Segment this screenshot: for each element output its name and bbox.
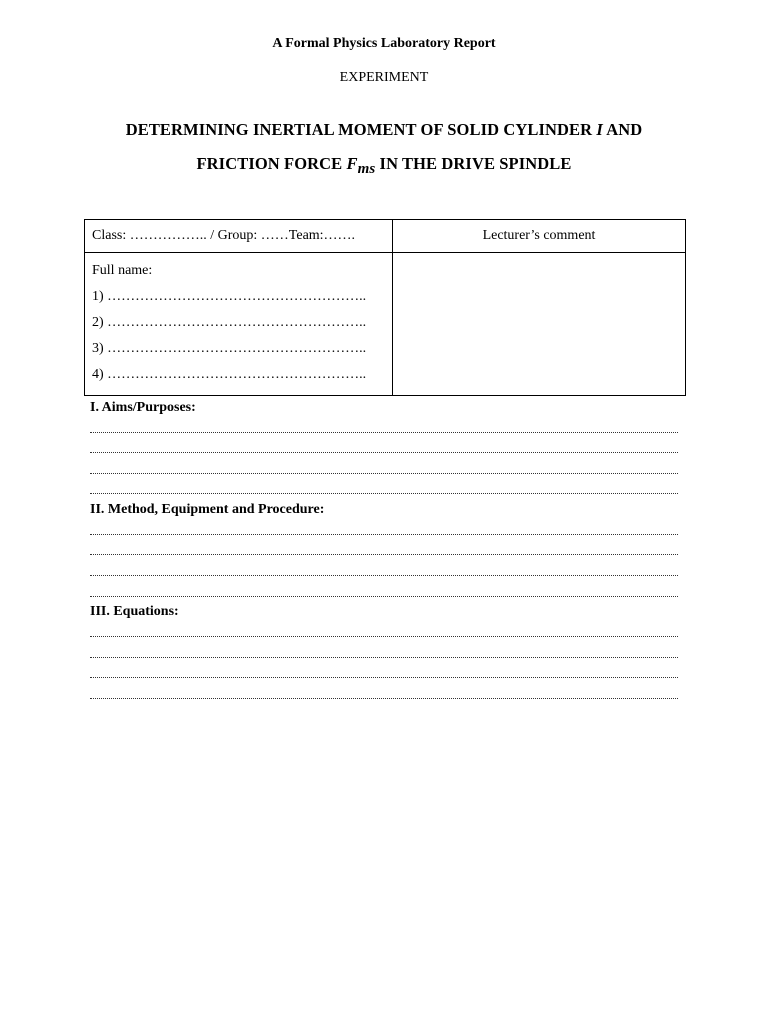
class-group-team-field[interactable]: Class: …………….. / Group: ……Team:……. xyxy=(85,220,393,253)
method-answer-line[interactable] xyxy=(90,596,678,597)
aims-answer-line[interactable] xyxy=(90,473,678,474)
friction-subscript: ms xyxy=(357,161,376,177)
title-line-2-end: IN THE DRIVE SPINDLE xyxy=(375,154,572,173)
method-answer-line[interactable] xyxy=(90,575,678,576)
aims-answer-line[interactable] xyxy=(90,452,678,453)
friction-symbol: F xyxy=(346,154,358,173)
lecturer-comment-header: Lecturer’s comment xyxy=(393,220,686,253)
report-header-title: A Formal Physics Laboratory Report xyxy=(272,36,496,51)
method-answer-line[interactable] xyxy=(90,534,678,535)
name-field-3[interactable]: 3) ……………………………………………….. xyxy=(92,341,367,356)
full-names-cell xyxy=(85,253,393,396)
experiment-title-line-2 xyxy=(0,154,768,177)
name-field-4[interactable]: 4) ……………………………………………….. xyxy=(92,367,367,382)
full-name-label: Full name: xyxy=(92,263,153,278)
student-info-table xyxy=(84,219,686,396)
report-header-subtitle: EXPERIMENT xyxy=(339,70,429,85)
aims-heading: I. Aims/Purposes: xyxy=(90,400,196,415)
name-field-2[interactable]: 2) ……………………………………………….. xyxy=(92,315,367,330)
method-answer-line[interactable] xyxy=(90,554,678,555)
equations-answer-line[interactable] xyxy=(90,698,678,699)
equations-heading: III. Equations: xyxy=(90,604,179,619)
equations-answer-line[interactable] xyxy=(90,657,678,658)
title-line-1-end: AND xyxy=(602,120,643,139)
method-heading: II. Method, Equipment and Procedure: xyxy=(90,502,325,517)
inertia-symbol: I xyxy=(596,120,603,139)
equations-answer-line[interactable] xyxy=(90,677,678,678)
aims-answer-line[interactable] xyxy=(90,432,678,433)
equations-answer-line[interactable] xyxy=(90,636,678,637)
title-line-2-text: FRICTION FORCE xyxy=(196,154,347,173)
lecturer-comment-area[interactable] xyxy=(393,253,686,396)
name-field-1[interactable]: 1) ……………………………………………….. xyxy=(92,289,367,304)
title-line-1-text: DETERMINING INERTIAL MOMENT OF SOLID CYLINDER xyxy=(125,120,597,139)
experiment-title-line-1 xyxy=(0,120,768,140)
aims-answer-line[interactable] xyxy=(90,493,678,494)
